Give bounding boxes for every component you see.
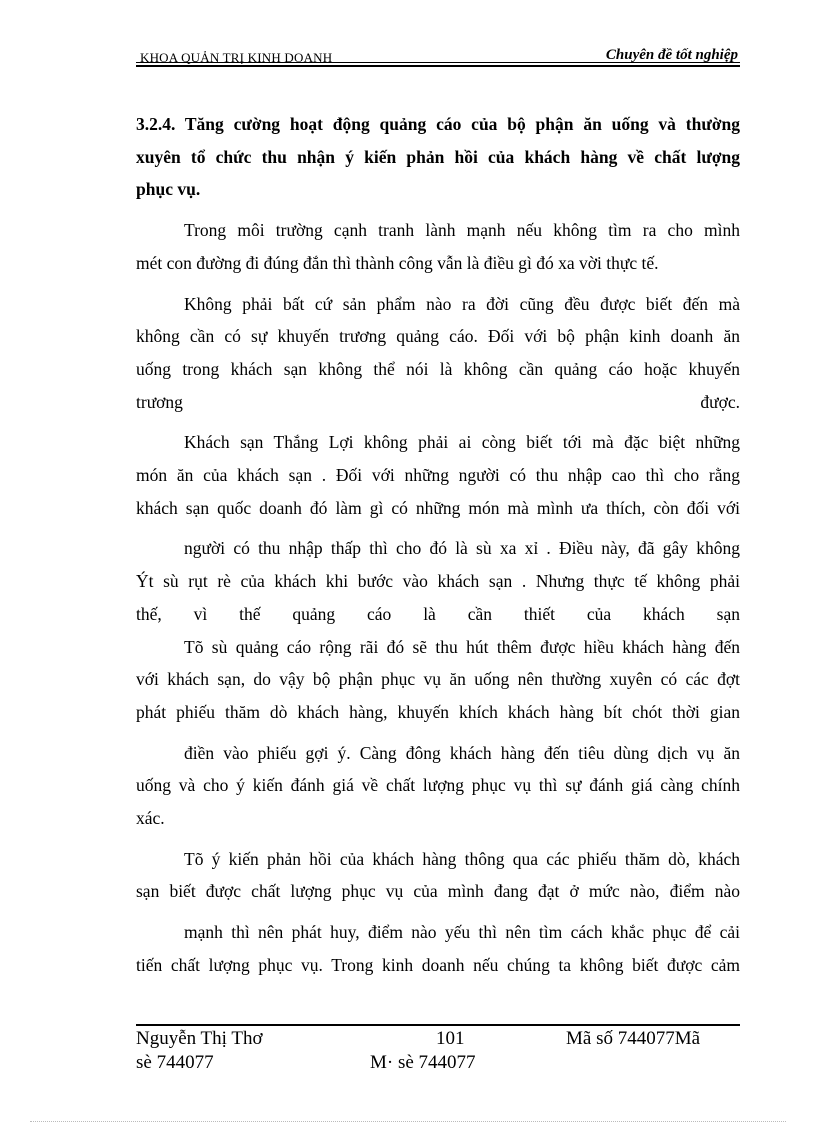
paragraph bbox=[136, 426, 740, 630]
text-line: Tõ ý kiến phản hồi của khách hàng thông qua các phiếu thăm dò, khách bbox=[184, 848, 740, 869]
text-line: với khách sạn, do vậy bộ phận phục vụ ăn uống nên thường xuyên có các đợt bbox=[136, 669, 740, 690]
heading-line: 3.2.4. Tăng cường hoạt động quảng cáo của bộ phận ăn uống và thường bbox=[136, 114, 740, 134]
header-department: KHOA QUẢN TRỊ KINH DOANH bbox=[140, 50, 333, 65]
text-line: món ăn của khách sạn . Đối với những người có thu nhập cao thì cho rằng bbox=[136, 465, 740, 486]
header-rule bbox=[136, 62, 740, 63]
student-id: Mã số 744077Mã bbox=[566, 1028, 701, 1049]
text-line: tiến chất lượng phục vụ. Trong kinh doanh nếu chúng ta không biết được cảm bbox=[136, 954, 740, 975]
text-line: Tõ sù quảng cáo rộng rãi đó sẽ thu hút thêm được hiều khách hàng đến bbox=[184, 636, 740, 657]
text-line: Ýt sù rụt rè của khách khi bước vào khách sạn . Nhưng thực tế không phải bbox=[136, 571, 740, 592]
paragraph bbox=[136, 214, 740, 279]
paragraph bbox=[136, 631, 740, 835]
text-line: Khách sạn Thắng Lợi không phải ai còng biết tới mà đặc biệt những bbox=[184, 432, 740, 453]
text-line: mét con đường đi đúng đắn thì thành công vẫn là điều gì đó xa vời thực tế. bbox=[136, 252, 659, 273]
text-line: phát phiếu thăm dò khách hàng, khuyến khích khách hàng bít chót thời gian bbox=[136, 701, 740, 722]
text-line: Trong môi trường cạnh tranh lành mạnh nếu không tìm ra cho mình bbox=[184, 220, 740, 241]
text-line: mạnh thì nên phát huy, điểm nào yếu thì nên tìm cách khắc phục để cải bbox=[184, 922, 740, 943]
page-header bbox=[136, 47, 740, 66]
paragraph bbox=[136, 843, 740, 982]
text-line: trương được. bbox=[136, 391, 740, 412]
text-line: xác. bbox=[136, 808, 165, 829]
text-line: khách sạn quốc doanh đó làm gì có những món mà mình ưa thích, còn đối với bbox=[136, 497, 740, 518]
author-name: Nguyễn Thị Thơ bbox=[136, 1028, 263, 1049]
header-rule-thick bbox=[136, 65, 740, 67]
student-id-fragment: sè 744077 bbox=[136, 1052, 214, 1073]
text-line: không cần có sự khuyến trương quảng cáo. Đối với bộ phận kinh doanh ăn bbox=[136, 326, 740, 347]
student-code: M· sè 744077 bbox=[370, 1052, 476, 1073]
text-line: người có thu nhập thấp thì cho đó là sù xa xỉ . Điều này, đã gây không bbox=[184, 538, 740, 559]
section-heading bbox=[136, 108, 740, 206]
paragraph bbox=[136, 288, 740, 419]
text-line: thế, vì thế quảng cáo là cần thiết của khách sạn bbox=[136, 603, 740, 624]
text-line: sạn biết được chất lượng phục vụ của mình đang đạt ở mức nào, điểm nào bbox=[136, 881, 740, 902]
footer-rule bbox=[136, 1024, 740, 1026]
text-line: điền vào phiếu gợi ý. Càng đông khách hàng đến tiêu dùng dịch vụ ăn bbox=[184, 742, 740, 763]
page-footer bbox=[136, 1024, 740, 1084]
heading-line: phục vụ. bbox=[136, 179, 201, 200]
page-number: 101 bbox=[436, 1028, 465, 1049]
heading-line: xuyên tổ chức thu nhận ý kiến phản hồi của khách hàng về chất lượng bbox=[136, 146, 740, 167]
document-body bbox=[136, 108, 740, 982]
text-line: uống trong khách sạn không thể nói là không cần quảng cáo hoặc khuyến bbox=[136, 358, 740, 379]
page-edge-divider bbox=[30, 1121, 786, 1122]
header-document-type: Chuyên đề tốt nghiệp bbox=[605, 47, 738, 63]
text-line: uống và cho ý kiến đánh giá về chất lượng phục vụ thì sự đánh giá càng chính bbox=[136, 775, 740, 796]
text-line: Không phải bất cứ sản phẩm nào ra đời cũng đều được biết đến mà bbox=[184, 293, 740, 314]
